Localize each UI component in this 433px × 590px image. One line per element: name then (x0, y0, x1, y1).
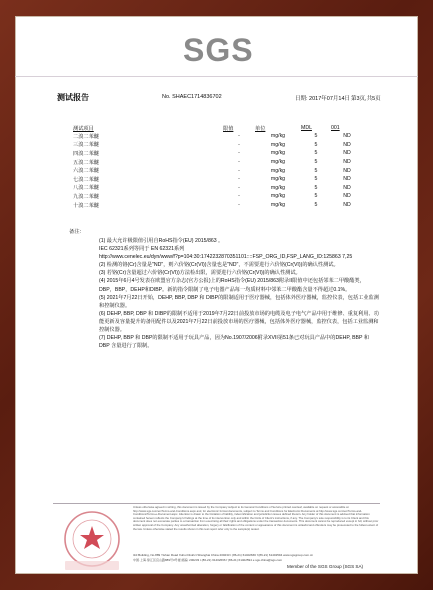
header-divider (15, 76, 418, 77)
note-item: http://www.cenelec.eu/dyn/www/f?p=104:30:1742232870351101::::FSP_ORG_ID,FSP_LANG_ID:125863 7,25 (99, 254, 353, 261)
cell-unit: mg/kg (270, 141, 286, 148)
report-date: 日期: 2017年07月14日 (295, 96, 351, 102)
cell-item: 五溴二苯醚 (73, 159, 99, 166)
cell-item: 六溴二苯醚 (73, 168, 99, 175)
col-header-item: 测试项目 (73, 125, 94, 132)
cell-mdl: 5 (314, 150, 318, 157)
sgs-logo: SGS (183, 32, 254, 68)
cell-limit: - (238, 159, 240, 166)
table-row (57, 201, 363, 210)
cell-limit: - (238, 133, 240, 140)
cell-mdl: 5 (314, 133, 318, 140)
cell-item: 七溴二苯醚 (73, 176, 99, 183)
cell-limit: - (238, 193, 240, 200)
inspection-seal-icon (59, 509, 125, 574)
results-body (57, 132, 363, 209)
table-header-row (57, 124, 363, 132)
cell-mdl: 5 (314, 159, 318, 166)
col-header-sample: 001 (331, 125, 340, 131)
cell-result: ND (343, 176, 351, 183)
table-row (57, 132, 363, 141)
cell-limit: - (238, 141, 240, 148)
cell-mdl: 5 (314, 184, 318, 191)
cell-result: ND (343, 167, 351, 174)
notes-label: 备注: (69, 229, 82, 235)
cell-item: 二溴二苯醚 (73, 133, 99, 140)
cell-result: ND (343, 133, 351, 140)
cell-mdl: 5 (314, 141, 318, 148)
note-item: (1) 最大允许极限值引用自RoHS指令(EU) 2015/863 。 (99, 238, 224, 244)
col-header-unit: 单位 (255, 125, 266, 132)
cell-unit: mg/kg (270, 150, 286, 157)
table-row (57, 184, 363, 193)
table-row (57, 149, 363, 158)
notes-list (99, 237, 379, 350)
table-row (57, 175, 363, 184)
note-item: IEC 62321系列等同于 EN 62321系列 (99, 246, 185, 253)
member-line: Member of the SGS Group (SGS SA) (287, 564, 364, 569)
cell-limit: - (238, 176, 240, 183)
note-item: (7) DEHP, BBP 和 DBP的限制不适用于玩具产品，因为No.1907/2006附录XVII第51条已对玩具产品中的DEHP, BBP 和 DBP 含量进行了限制。 (99, 335, 370, 350)
cell-limit: - (238, 167, 240, 174)
report-number: No. SHAEC1714836702 (162, 94, 222, 100)
cell-unit: mg/kg (270, 159, 286, 166)
col-header-mdl: MDL (301, 125, 312, 131)
cell-result: ND (343, 202, 351, 209)
page-indicator: 第3页,共5页 (351, 96, 381, 102)
note-item: (3) 若铬(Cr)含量超过六价铬(Cr(VI))方法检出限，需要进行六价铬(Cr(VI))的确认性测试。 (99, 270, 301, 277)
report-title: 测试报告 (57, 93, 89, 102)
document-page (15, 16, 418, 574)
footer-address (133, 553, 383, 563)
terms-fine-print: Unless otherwise agreed in writing, this document is issued by the Company subject to its General Conditions of Service printed overleaf, available on request or accessible at http://www.sgs.com/en/Terms-and-Conditions.aspx and, for electronic format documents, subject to Terms and Conditions for Electronic Documents at http://www.sgs.com/en/Terms-and-Conditions/Terms-e-Document.aspx. Attention is drawn to the limitation of liability, indemnification and jurisdiction issues defined therein. Any holder of this document is advised that information contained hereon reflects the Company's findings at the time of its intervention only and within the limits of Client's instructions, if any. The Company's sole responsibility is to its Client and this document does not exonerate parties to a transaction from exercising all their rights and obligations under the transaction documents. This document cannot be reproduced except in full, without prior written approval of the Company. Any unauthorized alteration, forgery or falsification of the content or appearance of this document is unlawful and offenders may be prosecuted to the fullest extent of the law. Unless otherwise stated the results shown in this test report refer only to the sample(s) tested. (133, 505, 379, 531)
address-chinese: 中国·上海·徐汇区宜山路889号3号楼 邮编: 200233 t (86-21) 61402666 f (86-21) 61402594 e sgs.china@sgs.com (133, 558, 283, 562)
cell-unit: mg/kg (270, 184, 286, 191)
cell-result: ND (343, 150, 351, 157)
results-table (57, 124, 363, 209)
table-row (57, 141, 363, 150)
cell-limit: - (238, 202, 240, 209)
table-row (57, 158, 363, 167)
cell-item: 十溴二苯醚 (73, 202, 99, 209)
note-item: (2) 检测的铬(Cr)含量是"ND"，则六价铬(Cr(VI))含量也是"ND"，不需要进行六价铬(Cr(VI))的确认性测试。 (99, 262, 339, 269)
cell-unit: mg/kg (270, 167, 286, 174)
cell-limit: - (238, 150, 240, 157)
cell-result: ND (343, 184, 351, 191)
footer-divider (53, 503, 380, 504)
note-item: (6) DEHP, BBP, DBP 和 DIBP的限制不适用于2019年7月22日前投放市场的电缆及电子电气产品中用于维修、重复利用、功能更新及容量提升的备用配件以及2021年7月22日前投放市场的医疗器械，包括体外医疗器械，监控仪表，包括工业监测和控制仪器。 (99, 310, 379, 334)
col-header-limit: 限值 (223, 125, 234, 132)
cell-item: 九溴二苯醚 (73, 193, 99, 200)
note-item: (4) 2015年6月4号发表在欧盟官方杂志(官方公报)上的RoHS指令(EU) 2015/863附录II限值中还包括邻苯二甲酸酯类，DBP，BBP，DEHP和DIBP。新的指令限制了电子电器产品每一均质材料中邻苯二甲酸酯含量不得超过0.1%。 (99, 278, 365, 293)
cell-unit: mg/kg (270, 176, 286, 183)
cell-result: ND (343, 141, 351, 148)
cell-result: ND (343, 193, 351, 200)
cell-limit: - (238, 184, 240, 191)
address-english: 3rd Building, No.889 Yishan Road Xuhui District Shanghai China 200233 t (86-21) 61402666 f (86-21) 61402594 www.sgsgroup.com.cn (133, 553, 314, 557)
cell-item: 三溴二苯醚 (73, 142, 99, 149)
note-item: (5) 2021年7月22日开始，DEHP, BBP, DBP 和 DIBP的限制适用于医疗器械，包括体外医疗器械，监控仪表，包括工业监测和控制仪器。 (99, 294, 379, 309)
cell-unit: mg/kg (270, 133, 286, 140)
cell-mdl: 5 (314, 176, 318, 183)
table-row (57, 166, 363, 175)
table-row (57, 192, 363, 201)
cell-mdl: 5 (314, 193, 318, 200)
cell-unit: mg/kg (270, 202, 286, 209)
cell-mdl: 5 (314, 202, 318, 209)
cell-unit: mg/kg (270, 193, 286, 200)
cell-result: ND (343, 159, 351, 166)
cell-item: 四溴二苯醚 (73, 150, 99, 157)
cell-mdl: 5 (314, 167, 318, 174)
cell-item: 八溴二苯醚 (73, 185, 99, 192)
